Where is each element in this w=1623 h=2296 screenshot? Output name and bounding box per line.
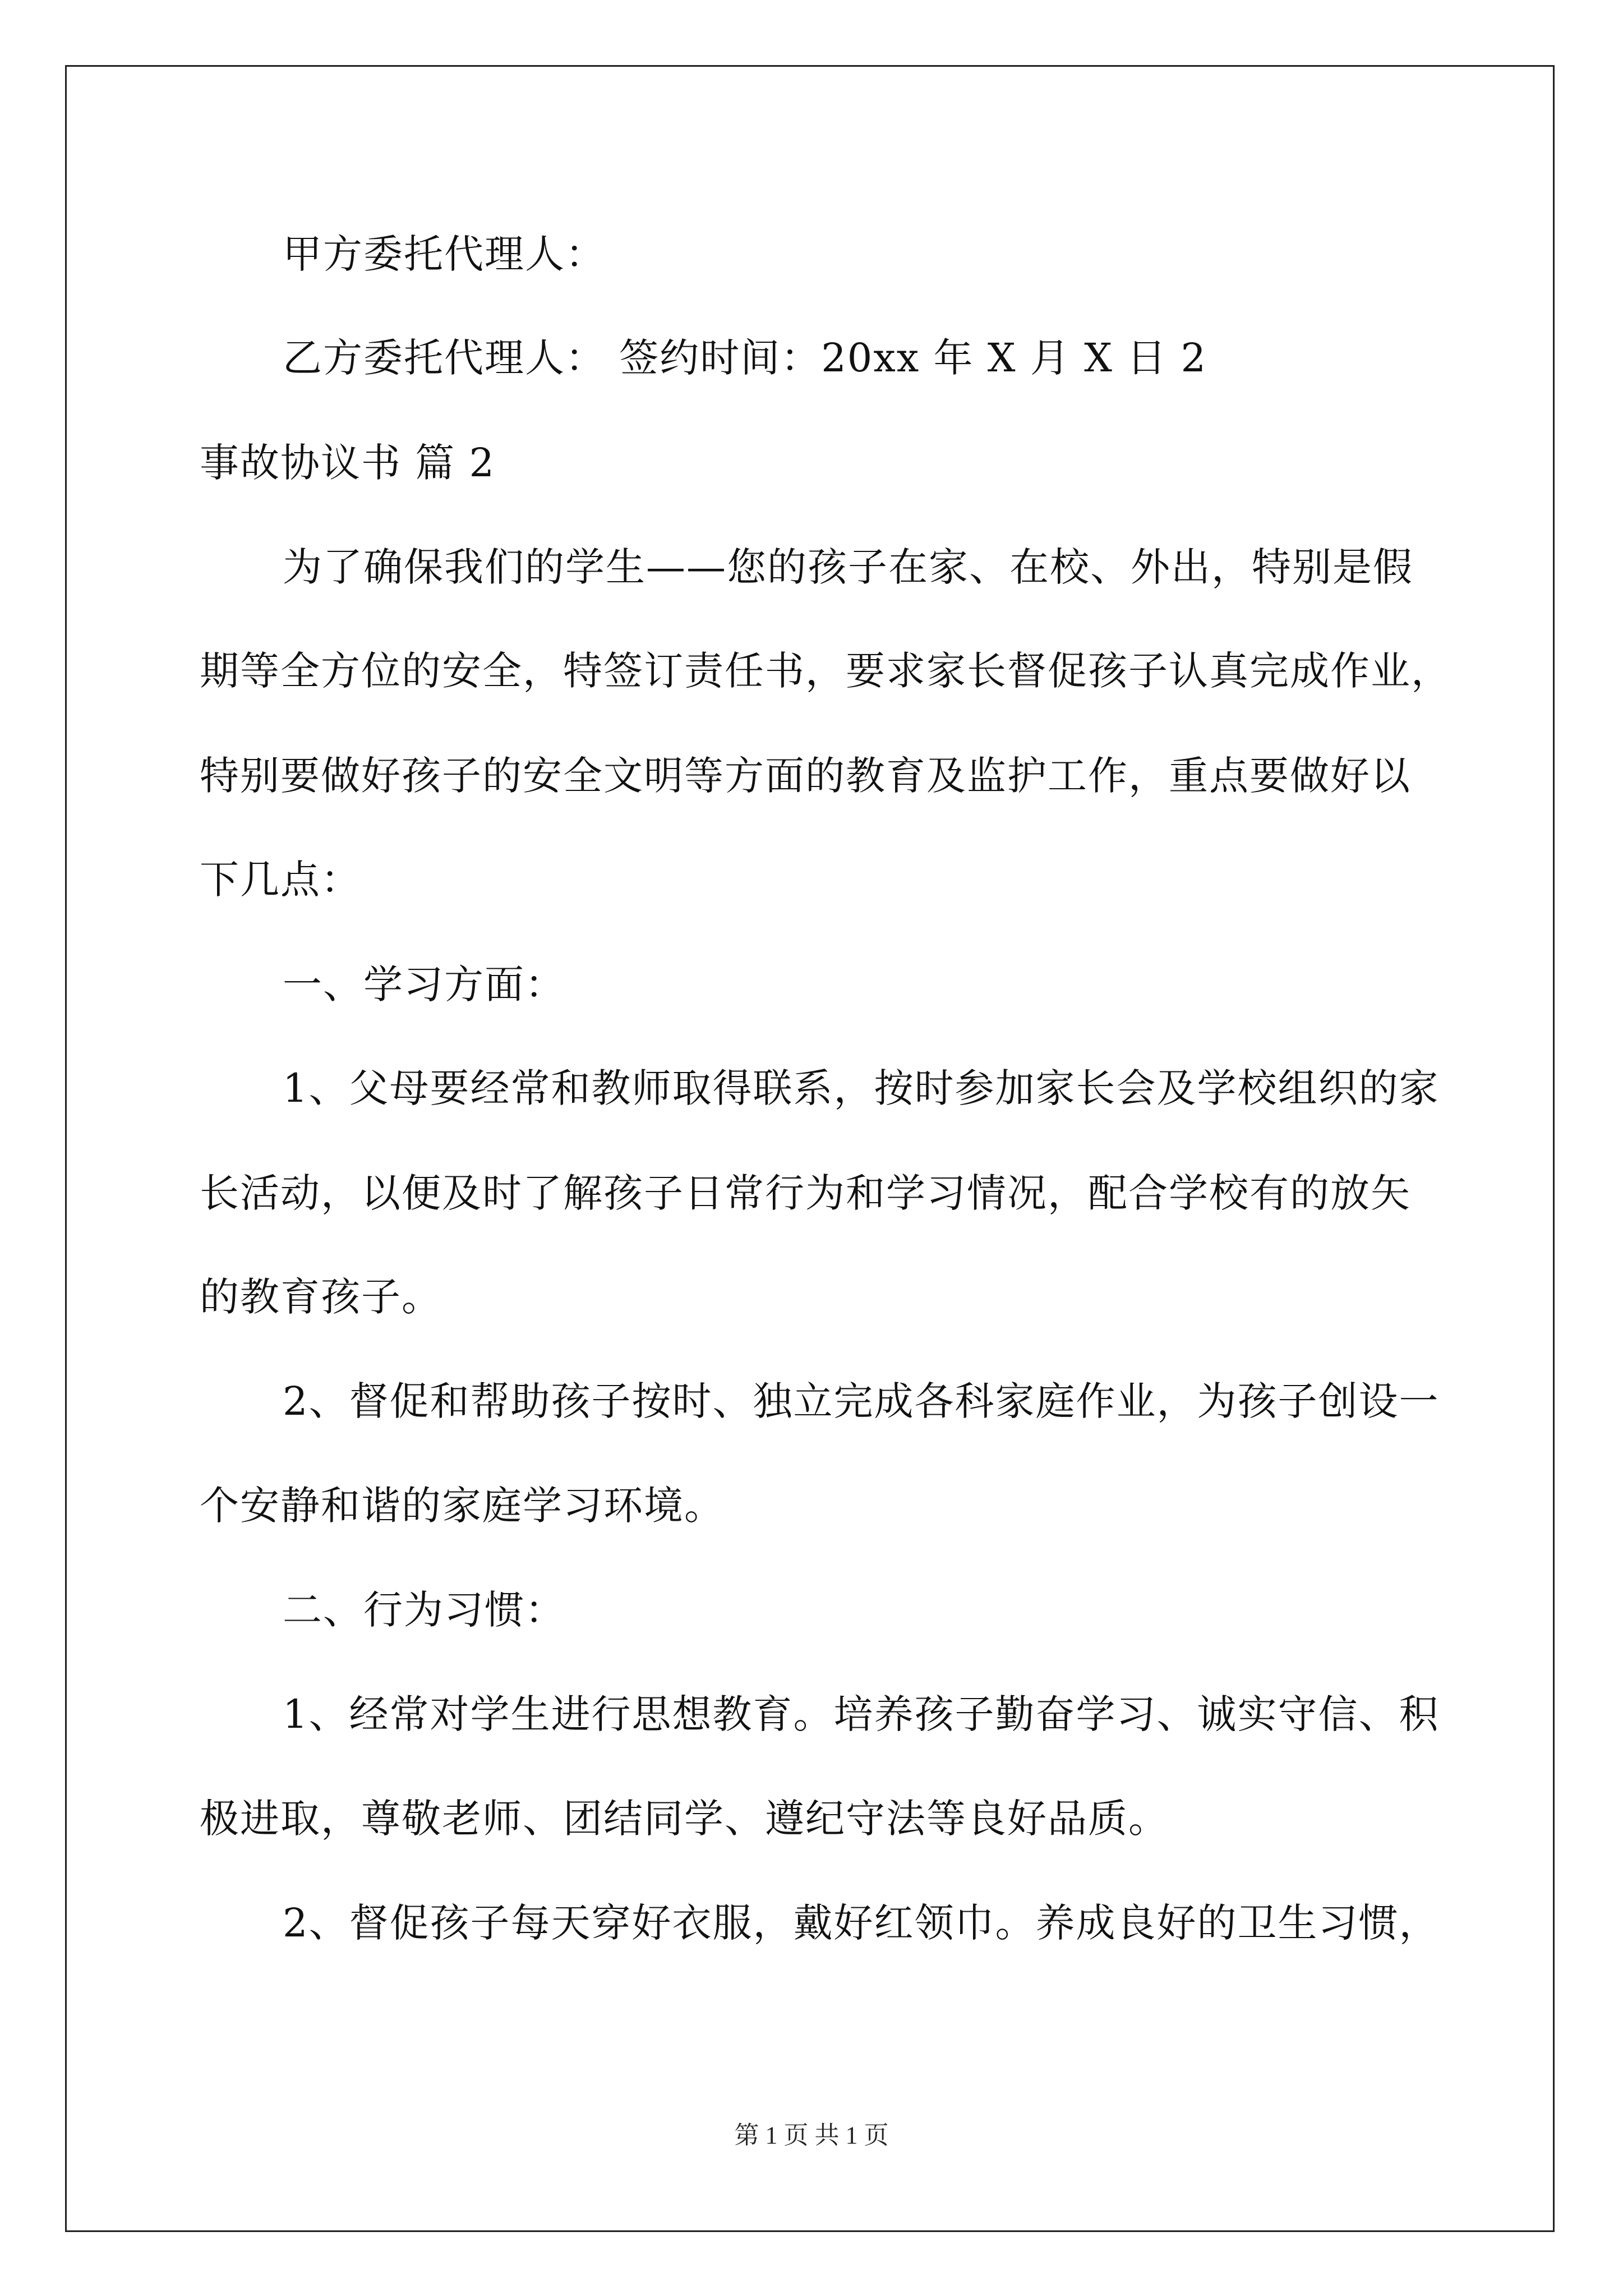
section-heading: 事故协议书 篇 2 — [200, 440, 496, 486]
text-line-principal-b-date: 乙方委托代理人： 签约时间：20xx 年 X 月 X 日 2 — [283, 335, 1207, 381]
paragraph-line: 长活动，以便及时了解孩子日常行为和学习情况，配合学校有的放矢 — [200, 1170, 1411, 1216]
paragraph-line: 1、父母要经常和教师取得联系，按时参加家长会及学校组织的家 — [283, 1065, 1440, 1111]
paragraph-line: 2、督促和帮助孩子按时、独立完成各科家庭作业，为孩子创设一 — [283, 1378, 1440, 1424]
paragraph-line: 个安静和谐的家庭学习环境。 — [200, 1483, 725, 1529]
paragraph-line: 为了确保我们的学生——您的孩子在家、在校、外出，特别是假 — [283, 544, 1413, 590]
paragraph-line: 的教育孩子。 — [200, 1274, 442, 1320]
paragraph-line: 下几点： — [200, 857, 361, 903]
subsection-heading: 二、行为习惯： — [283, 1587, 565, 1633]
text-line-principal-a: 甲方委托代理人： — [283, 231, 606, 277]
paragraph-line: 极进取，尊敬老师、团结同学、遵纪守法等良好品质。 — [200, 1796, 1169, 1842]
paragraph-line: 1、经常对学生进行思想教育。培养孩子勤奋学习、诚实守信、积 — [283, 1691, 1440, 1737]
paragraph-line: 期等全方位的安全，特签订责任书，要求家长督促孩子认真完成作业， — [200, 648, 1451, 694]
subsection-heading: 一、学习方面： — [283, 961, 565, 1007]
paragraph-line: 2、督促孩子每天穿好衣服，戴好红领巾。养成良好的卫生习惯， — [283, 1900, 1440, 1946]
page-number-footer: 第 1 页 共 1 页 — [734, 2122, 889, 2149]
paragraph-line: 特别要做好孩子的安全文明等方面的教育及监护工作，重点要做好以 — [200, 753, 1411, 799]
